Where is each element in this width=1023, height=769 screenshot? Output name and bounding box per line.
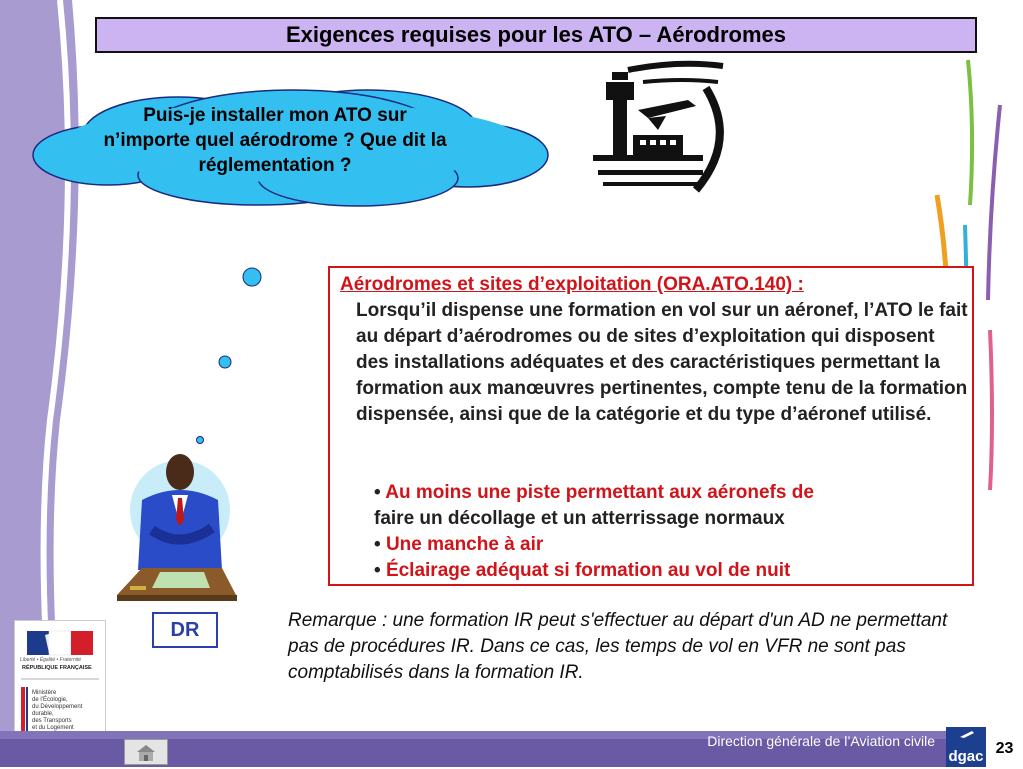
list-item: • Au moins une piste permettant aux aéronefs de xyxy=(374,482,814,503)
regulation-box xyxy=(328,266,974,586)
dgac-logo: dgac xyxy=(946,727,986,767)
requirements-list xyxy=(374,480,964,584)
footer-org: Direction générale de l’Aviation civile xyxy=(707,733,935,749)
regulation-body: Lorsqu’il dispense une formation en vol sur un aéronef, l’ATO le fait au départ d’aérodromes ou de sites d’exploitation qui disposent des installations adéquates et des caractéristiques permettant la formation aux manœuvres pertinentes, compte tenu de la formation dispensée, ainsi que de la catégorie et du type d’aéronef utilisé. xyxy=(356,300,968,425)
remark-text: Remarque : une formation IR peut s'effectuer au départ d'un AD ne permettant pas de procédures IR. Dans ce cas, les temps de vol en VFR ne sont pas comptabilisés dans la formation IR. xyxy=(288,610,948,683)
bubble-question: Puis-je installer mon ATO sur n’importe quel aérodrome ? Que dit la réglementation ? xyxy=(103,105,447,176)
list-item: • Éclairage adéquat si formation au vol de nuit xyxy=(374,560,791,581)
home-button[interactable] xyxy=(124,739,168,765)
ministry-republic: RÉPUBLIQUE FRANÇAISE xyxy=(22,665,92,671)
plane-icon xyxy=(946,727,986,743)
dr-label: DR xyxy=(152,612,218,648)
slide-title: Exigences requises pour les ATO – Aérodromes xyxy=(95,17,977,53)
regulation-heading: Aérodromes et sites d’exploitation (ORA.ATO.140) : xyxy=(340,274,804,295)
list-item xyxy=(374,506,964,532)
requirement-runway-cont: faire un décollage et un atterrissage normaux xyxy=(374,508,785,529)
thought-dots xyxy=(190,262,270,452)
airport-tower-icon xyxy=(588,60,728,200)
requirement-runway: Au moins une piste permettant aux aéronefs de xyxy=(385,482,814,503)
list-item: • Une manche à air xyxy=(374,534,544,555)
page-number: 23 xyxy=(986,731,1023,767)
home-icon xyxy=(125,740,167,764)
ministry-name: Ministère de l’Écologie, du Développement durable, des Transports et du Logement xyxy=(32,690,83,731)
requirement-lighting: Éclairage adéquat si formation au vol de nuit xyxy=(385,560,791,581)
requirement-windsock: Une manche à air xyxy=(385,534,544,555)
businessman-icon xyxy=(112,440,242,605)
ministry-motto: Liberté • Égalité • Fraternité xyxy=(20,657,82,663)
